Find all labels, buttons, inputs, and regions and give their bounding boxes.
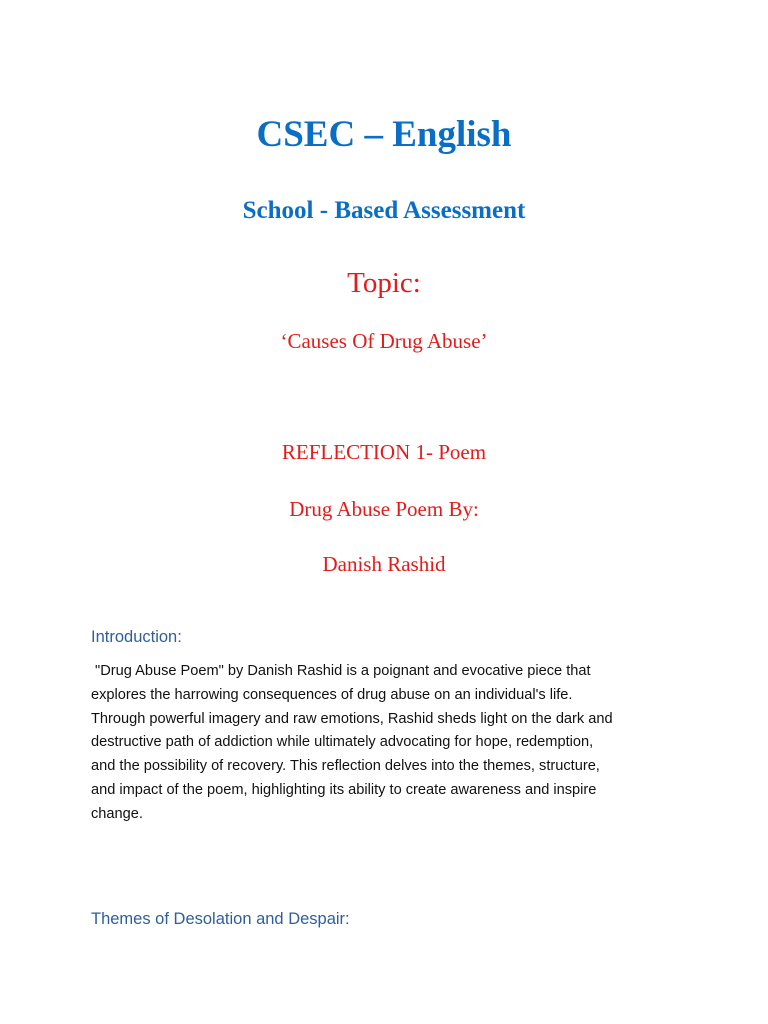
poem-author: Danish Rashid [322,552,446,576]
paragraph-line: and impact of the poem, highlighting its ability to create awareness and inspire [91,781,597,798]
reflection-label: REFLECTION 1- Poem [281,440,487,464]
paragraph-line: Through powerful imagery and raw emotions, Rashid sheds light on the dark and [91,710,613,727]
document-subtitle: School - Based Assessment [242,197,526,224]
document-title: CSEC – English [256,114,512,155]
themes-heading: Themes of Desolation and Despair: [91,910,350,928]
paragraph-line: explores the harrowing consequences of drug abuse on an individual's life. [91,686,573,703]
poem-byline: Drug Abuse Poem By: [289,497,479,521]
paragraph-line: "Drug Abuse Poem" by Danish Rashid is a poignant and evocative piece that [91,663,591,679]
introduction-paragraph [91,660,691,827]
paragraph-line: change. [91,805,143,822]
topic-title: ‘Causes Of Drug Abuse’ [280,329,488,353]
topic-label: Topic: [347,267,421,299]
paragraph-line: and the possibility of recovery. This reflection delves into the themes, structure, [91,758,600,775]
paragraph-line: destructive path of addiction while ultimately advocating for hope, redemption, [91,734,594,751]
introduction-heading: Introduction: [91,628,182,646]
